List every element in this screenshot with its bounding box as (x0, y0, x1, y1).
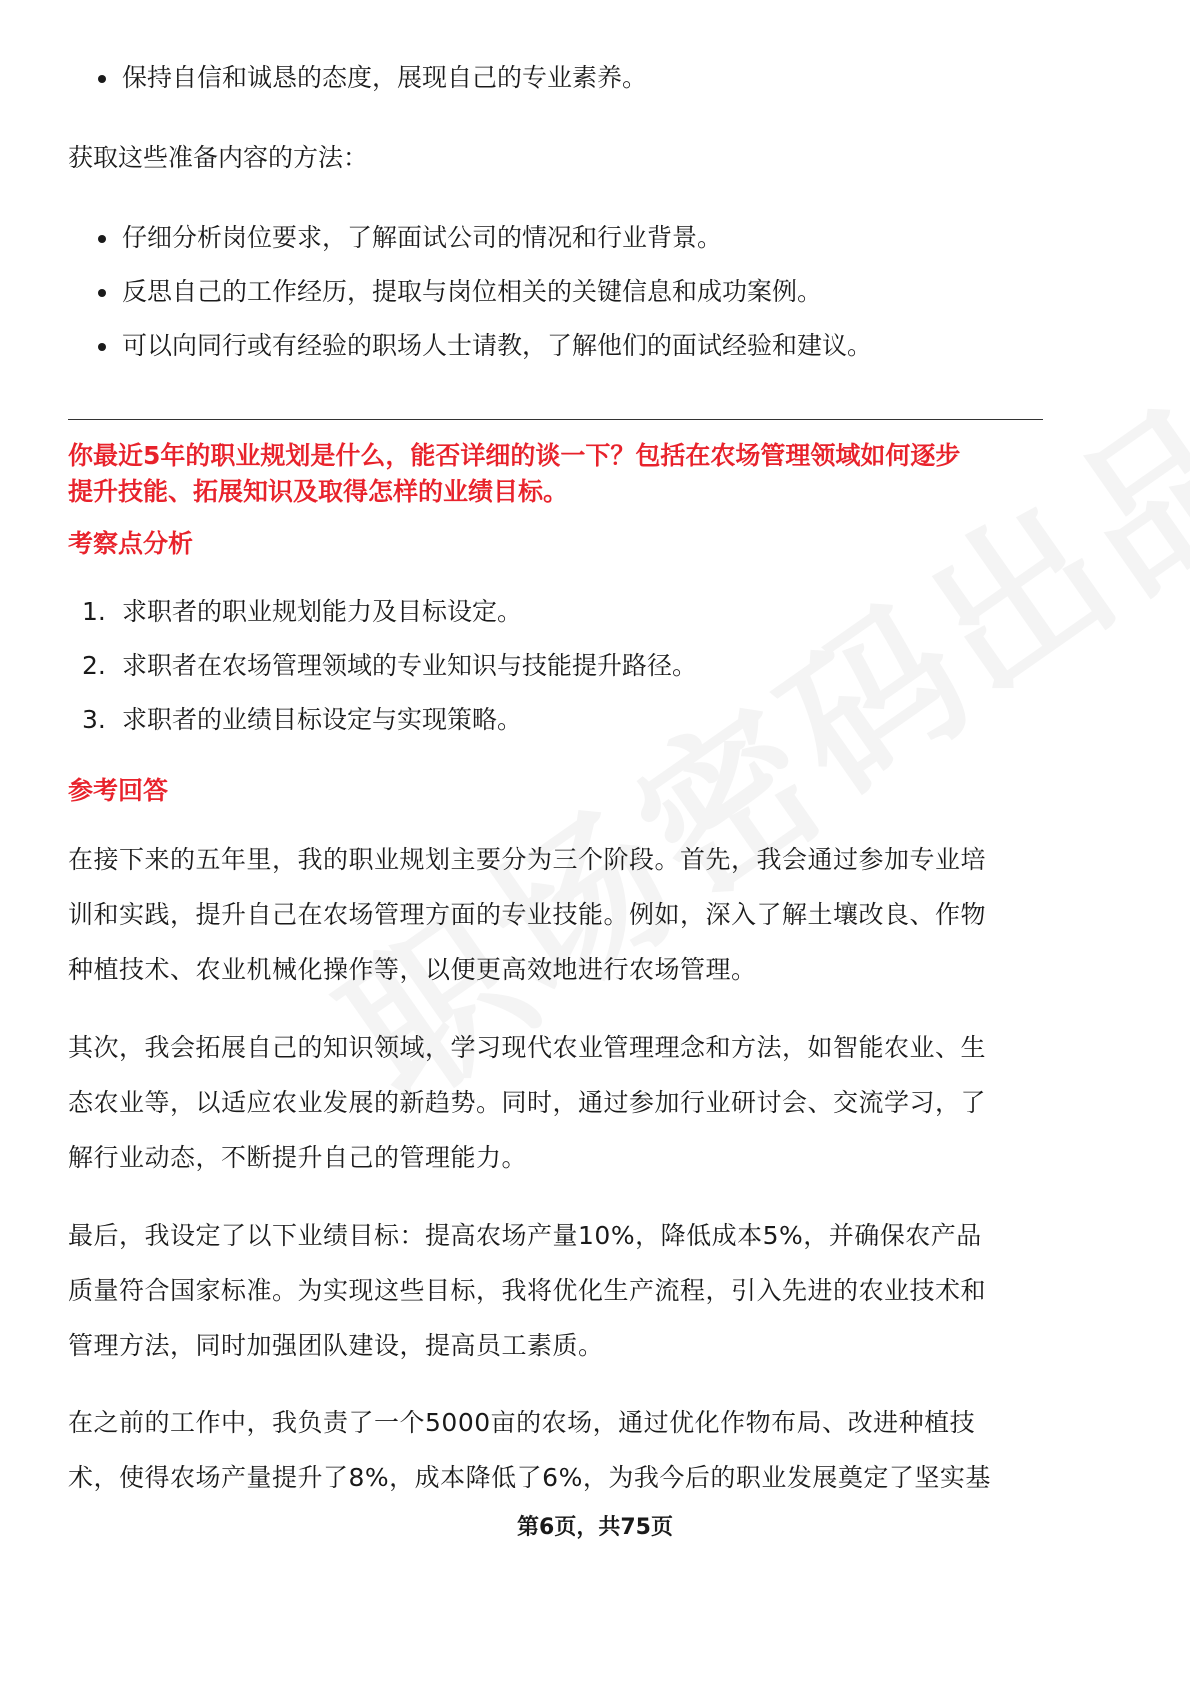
answer-paragraph-1 (68, 832, 1043, 997)
methods-heading: 获取这些准备内容的方法： (68, 143, 369, 172)
section-divider (68, 419, 1043, 420)
list-item (68, 702, 1043, 738)
paragraph-line: 在之前的工作中，我负责了一个5000亩的农场，通过优化作物布局、改进种植技 (68, 1408, 976, 1437)
list-text: 求职者在农场管理领域的专业知识与技能提升路径。 (122, 651, 698, 680)
list-text: 求职者的业绩目标设定与实现策略。 (122, 705, 523, 734)
top-bullet-list (68, 60, 1043, 96)
list-text: 求职者的职业规划能力及目标设定。 (122, 597, 523, 626)
list-number: 1. (82, 597, 106, 626)
paragraph-line: 管理方法，同时加强团队建设，提高员工素质。 (68, 1331, 604, 1360)
answer-paragraph-4 (68, 1395, 1043, 1505)
paragraph-line: 其次，我会拓展自己的知识领域，学习现代农业管理理念和方法，如智能农业、生 (68, 1033, 987, 1062)
list-number: 2. (82, 651, 106, 680)
list-item (68, 594, 1043, 630)
paragraph-line: 解行业动态，不断提升自己的管理能力。 (68, 1143, 528, 1172)
list-number: 3. (82, 705, 106, 734)
question-line-1: 你最近5年的职业规划是什么，能否详细的谈一下？包括在农场管理领域如何逐步 (68, 441, 961, 470)
list-item: 反思自己的工作经历，提取与岗位相关的关键信息和成功案例。 (68, 274, 1043, 310)
paragraph-line: 质量符合国家标准。为实现这些目标，我将优化生产流程，引入先进的农业技术和 (68, 1276, 987, 1305)
answer-paragraph-3 (68, 1208, 1043, 1373)
paragraph-line: 训和实践，提升自己在农场管理方面的专业技能。例如，深入了解土壤改良、作物 (68, 900, 987, 929)
list-item: 保持自信和诚恳的态度，展现自己的专业素养。 (68, 60, 1043, 96)
list-item (68, 648, 1043, 684)
page-footer: 第6页，共75页 (517, 1515, 673, 1540)
question-line-2: 提升技能、拓展知识及取得怎样的业绩目标。 (68, 477, 569, 506)
paragraph-line: 术，使得农场产量提升了8%，成本降低了6%，为我今后的职业发展奠定了坚实基 (68, 1463, 991, 1492)
list-item: 可以向同行或有经验的职场人士请教，了解他们的面试经验和建议。 (68, 328, 1043, 364)
analysis-heading: 考察点分析 (68, 529, 194, 558)
paragraph-line: 在接下来的五年里，我的职业规划主要分为三个阶段。首先，我会通过参加专业培 (68, 845, 987, 874)
answer-heading: 参考回答 (68, 776, 169, 805)
paragraph-line: 最后，我设定了以下业绩目标：提高农场产量10%，降低成本5%，并确保农产品 (68, 1221, 982, 1250)
paragraph-line: 种植技术、农业机械化操作等，以便更高效地进行农场管理。 (68, 955, 757, 984)
answer-paragraph-2 (68, 1020, 1043, 1185)
paragraph-line: 态农业等，以适应农业发展的新趋势。同时，通过参加行业研讨会、交流学习，了 (68, 1088, 987, 1117)
methods-list (68, 220, 1043, 364)
list-item: 仔细分析岗位要求，了解面试公司的情况和行业背景。 (68, 220, 1043, 256)
analysis-list (68, 594, 1043, 738)
question-title (68, 438, 1043, 510)
